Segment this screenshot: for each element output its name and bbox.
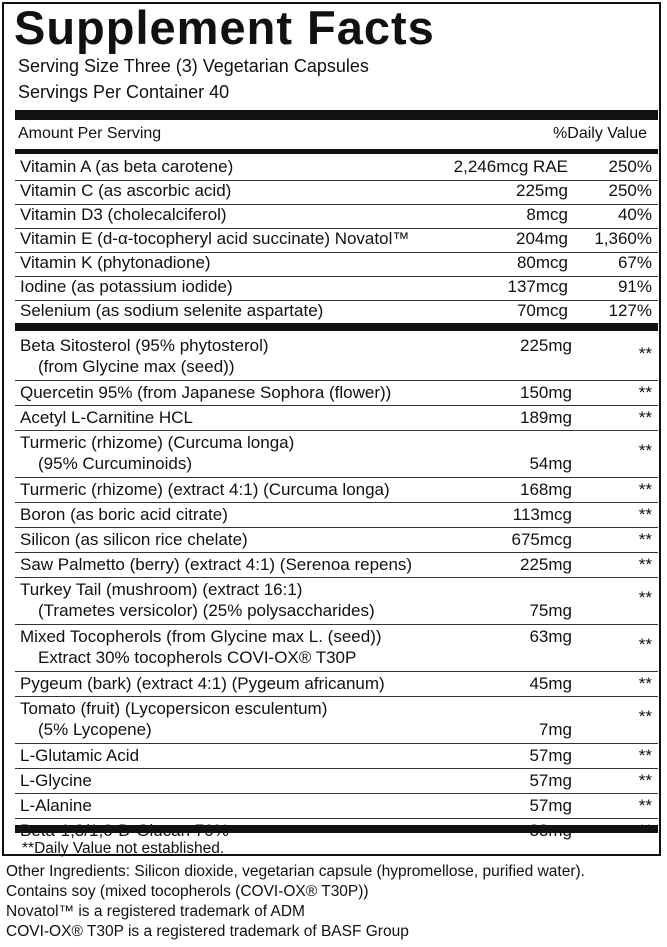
row-divider xyxy=(15,768,658,769)
serving-size: Serving Size Three (3) Vegetarian Capsules xyxy=(18,56,369,76)
ingredient-amount: 75mg xyxy=(529,601,572,620)
medium-divider xyxy=(15,149,658,154)
row-divider xyxy=(15,743,658,744)
ingredient-amount: 45mg xyxy=(529,674,572,693)
ingredient-name: Beta Sitosterol (95% phytosterol) xyxy=(20,336,269,355)
ingredient-row xyxy=(20,674,652,697)
row-divider xyxy=(15,624,658,625)
ingredient-name-line-2: (95% Curcuminoids) xyxy=(38,454,192,473)
ingredient-daily-value: ** xyxy=(638,555,652,574)
nutrient-amount: 2,246mcg RAE xyxy=(453,157,568,176)
nutrient-amount: 225mg xyxy=(516,181,568,200)
ingredient-daily-value: ** xyxy=(638,746,652,765)
ingredient-name: Saw Palmetto (berry) (extract 4:1) (Serenoa repens) xyxy=(20,555,413,574)
ingredient-daily-value: ** xyxy=(638,588,652,607)
other-info-line: COVI-OX® T30P is a registered trademark of BASF Group xyxy=(6,923,409,940)
ingredient-amount: 225mg xyxy=(520,555,572,574)
ingredient-amount: 675mcg xyxy=(511,530,572,549)
row-divider xyxy=(15,671,658,672)
ingredient-amount: 113mcg xyxy=(512,505,572,524)
nutrient-daily-value: 250% xyxy=(608,157,652,176)
ingredient-name: Boron (as boric acid citrate) xyxy=(20,505,228,524)
ingredient-amount: 7mg xyxy=(538,720,572,739)
amount-per-serving-header: Amount Per Serving xyxy=(18,125,162,142)
ingredient-row xyxy=(20,383,652,406)
ingredient-row xyxy=(20,627,652,672)
row-divider xyxy=(15,502,658,503)
ingredient-daily-value: ** xyxy=(638,480,652,499)
ingredient-daily-value: ** xyxy=(638,771,652,790)
row-divider xyxy=(15,696,658,697)
ingredient-name: Turmeric (rhizome) (Curcuma longa) xyxy=(20,433,295,452)
ingredient-row xyxy=(20,480,652,503)
nutrient-daily-value: 1,360% xyxy=(594,229,652,248)
ingredient-amount: 54mg xyxy=(529,454,572,473)
ingredient-row xyxy=(20,433,652,478)
ingredient-amount: 189mg xyxy=(520,408,572,427)
ingredient-row xyxy=(20,530,652,553)
ingredient-row xyxy=(20,771,652,794)
row-divider xyxy=(15,405,658,406)
ingredient-amount: 225mg xyxy=(520,336,572,355)
supplement-facts-panel xyxy=(2,2,661,856)
ingredient-name: Pygeum (bark) (extract 4:1) (Pygeum africanum) xyxy=(20,674,385,693)
daily-value-footnote: **Daily Value not established. xyxy=(22,840,225,857)
ingredient-row xyxy=(20,580,652,625)
nutrient-daily-value: 91% xyxy=(617,277,652,296)
servings-per-container: Servings Per Container 40 xyxy=(18,82,230,102)
ingredient-daily-value: ** xyxy=(638,408,652,427)
ingredient-name: L-Glutamic Acid xyxy=(20,746,140,765)
ingredient-row xyxy=(20,699,652,744)
ingredient-name: L-Alanine xyxy=(20,796,92,815)
nutrient-amount: 204mg xyxy=(516,229,568,248)
thick-divider-3 xyxy=(15,825,658,833)
row-divider xyxy=(15,477,658,478)
ingredient-name-line-2: (5% Lycopene) xyxy=(38,720,152,739)
ingredient-daily-value: ** xyxy=(638,707,652,726)
row-divider xyxy=(15,380,658,381)
nutrient-amount: 80mcg xyxy=(516,253,568,272)
ingredient-name-line-2: (Trametes versicolor) (25% polysaccharides) xyxy=(38,601,375,620)
ingredient-daily-value: ** xyxy=(638,505,652,524)
row-divider xyxy=(15,577,658,578)
ingredient-name: Turkey Tail (mushroom) (extract 16:1) xyxy=(20,580,303,599)
panel-title: Supplement Facts xyxy=(14,1,435,54)
ingredient-name: Turmeric (rhizome) (extract 4:1) (Curcuma longa) xyxy=(20,480,390,499)
nutrient-name: Vitamin E (d-α-tocopheryl acid succinate) Novatol™ xyxy=(20,229,410,248)
nutrient-amount: 137mcg xyxy=(507,277,568,296)
ingredient-row xyxy=(20,336,652,381)
ingredient-name: Tomato (fruit) (Lycopersicon esculentum) xyxy=(20,699,328,718)
ingredient-daily-value: ** xyxy=(638,383,652,402)
other-info-line: Novatol™ is a registered trademark of ADM xyxy=(6,903,305,920)
ingredient-daily-value: ** xyxy=(638,674,652,693)
ingredient-row xyxy=(20,555,652,578)
ingredient-name: Quercetin 95% (from Japanese Sophora (flower)) xyxy=(20,383,392,402)
row-divider xyxy=(15,527,658,528)
ingredient-row xyxy=(20,746,652,769)
nutrient-name: Vitamin C (as ascorbic acid) xyxy=(20,181,232,200)
ingredient-row xyxy=(20,796,652,819)
ingredient-row xyxy=(20,505,652,528)
nutrient-name: Vitamin D3 (cholecalciferol) xyxy=(20,205,227,224)
thick-divider xyxy=(15,110,658,120)
thick-divider-2 xyxy=(15,323,658,331)
ingredient-amount: 168mg xyxy=(520,480,572,499)
nutrient-name: Vitamin K (phytonadione) xyxy=(20,253,211,272)
nutrient-name: Vitamin A (as beta carotene) xyxy=(20,157,234,176)
row-divider xyxy=(15,430,658,431)
ingredient-name-line-2: (from Glycine max (seed)) xyxy=(38,357,235,376)
nutrient-name: Selenium (as sodium selenite aspartate) xyxy=(20,301,324,320)
ingredient-amount: 57mg xyxy=(529,796,572,815)
nutrient-amount: 70mcg xyxy=(516,301,568,320)
ingredient-name: L-Glycine xyxy=(20,771,92,790)
ingredient-name: Acetyl L-Carnitine HCL xyxy=(20,408,193,427)
ingredient-daily-value: ** xyxy=(638,344,652,363)
ingredient-amount: 57mg xyxy=(529,771,572,790)
ingredient-row xyxy=(20,408,652,431)
ingredient-daily-value: ** xyxy=(638,635,652,654)
ingredient-daily-value: ** xyxy=(638,530,652,549)
ingredient-name: Mixed Tocopherols (from Glycine max L. (seed)) xyxy=(20,627,382,646)
ingredient-daily-value: ** xyxy=(638,441,652,460)
nutrient-daily-value: 67% xyxy=(617,253,652,272)
nutrient-amount: 8mcg xyxy=(526,205,568,224)
ingredient-name: Silicon (as silicon rice chelate) xyxy=(20,530,248,549)
other-info-line: Other Ingredients: Silicon dioxide, vegetarian capsule (hypromellose, purified water). xyxy=(6,863,585,880)
ingredient-amount: 57mg xyxy=(529,746,572,765)
other-info-line: Contains soy (mixed tocopherols (COVI-OX® T30P)) xyxy=(6,883,369,900)
nutrient-daily-value: 127% xyxy=(608,301,652,320)
row-divider xyxy=(15,552,658,553)
ingredient-amount: 63mg xyxy=(529,627,572,646)
ingredient-name-line-2: Extract 30% tocopherols COVI-OX® T30P xyxy=(38,648,357,667)
daily-value-header: %Daily Value xyxy=(553,125,647,142)
nutrient-daily-value: 40% xyxy=(617,205,652,224)
row-divider xyxy=(15,818,658,819)
ingredient-amount: 150mg xyxy=(520,383,572,402)
nutrient-daily-value: 250% xyxy=(608,181,652,200)
nutrient-name: Iodine (as potassium iodide) xyxy=(20,277,233,296)
row-divider xyxy=(15,793,658,794)
ingredient-daily-value: ** xyxy=(638,796,652,815)
